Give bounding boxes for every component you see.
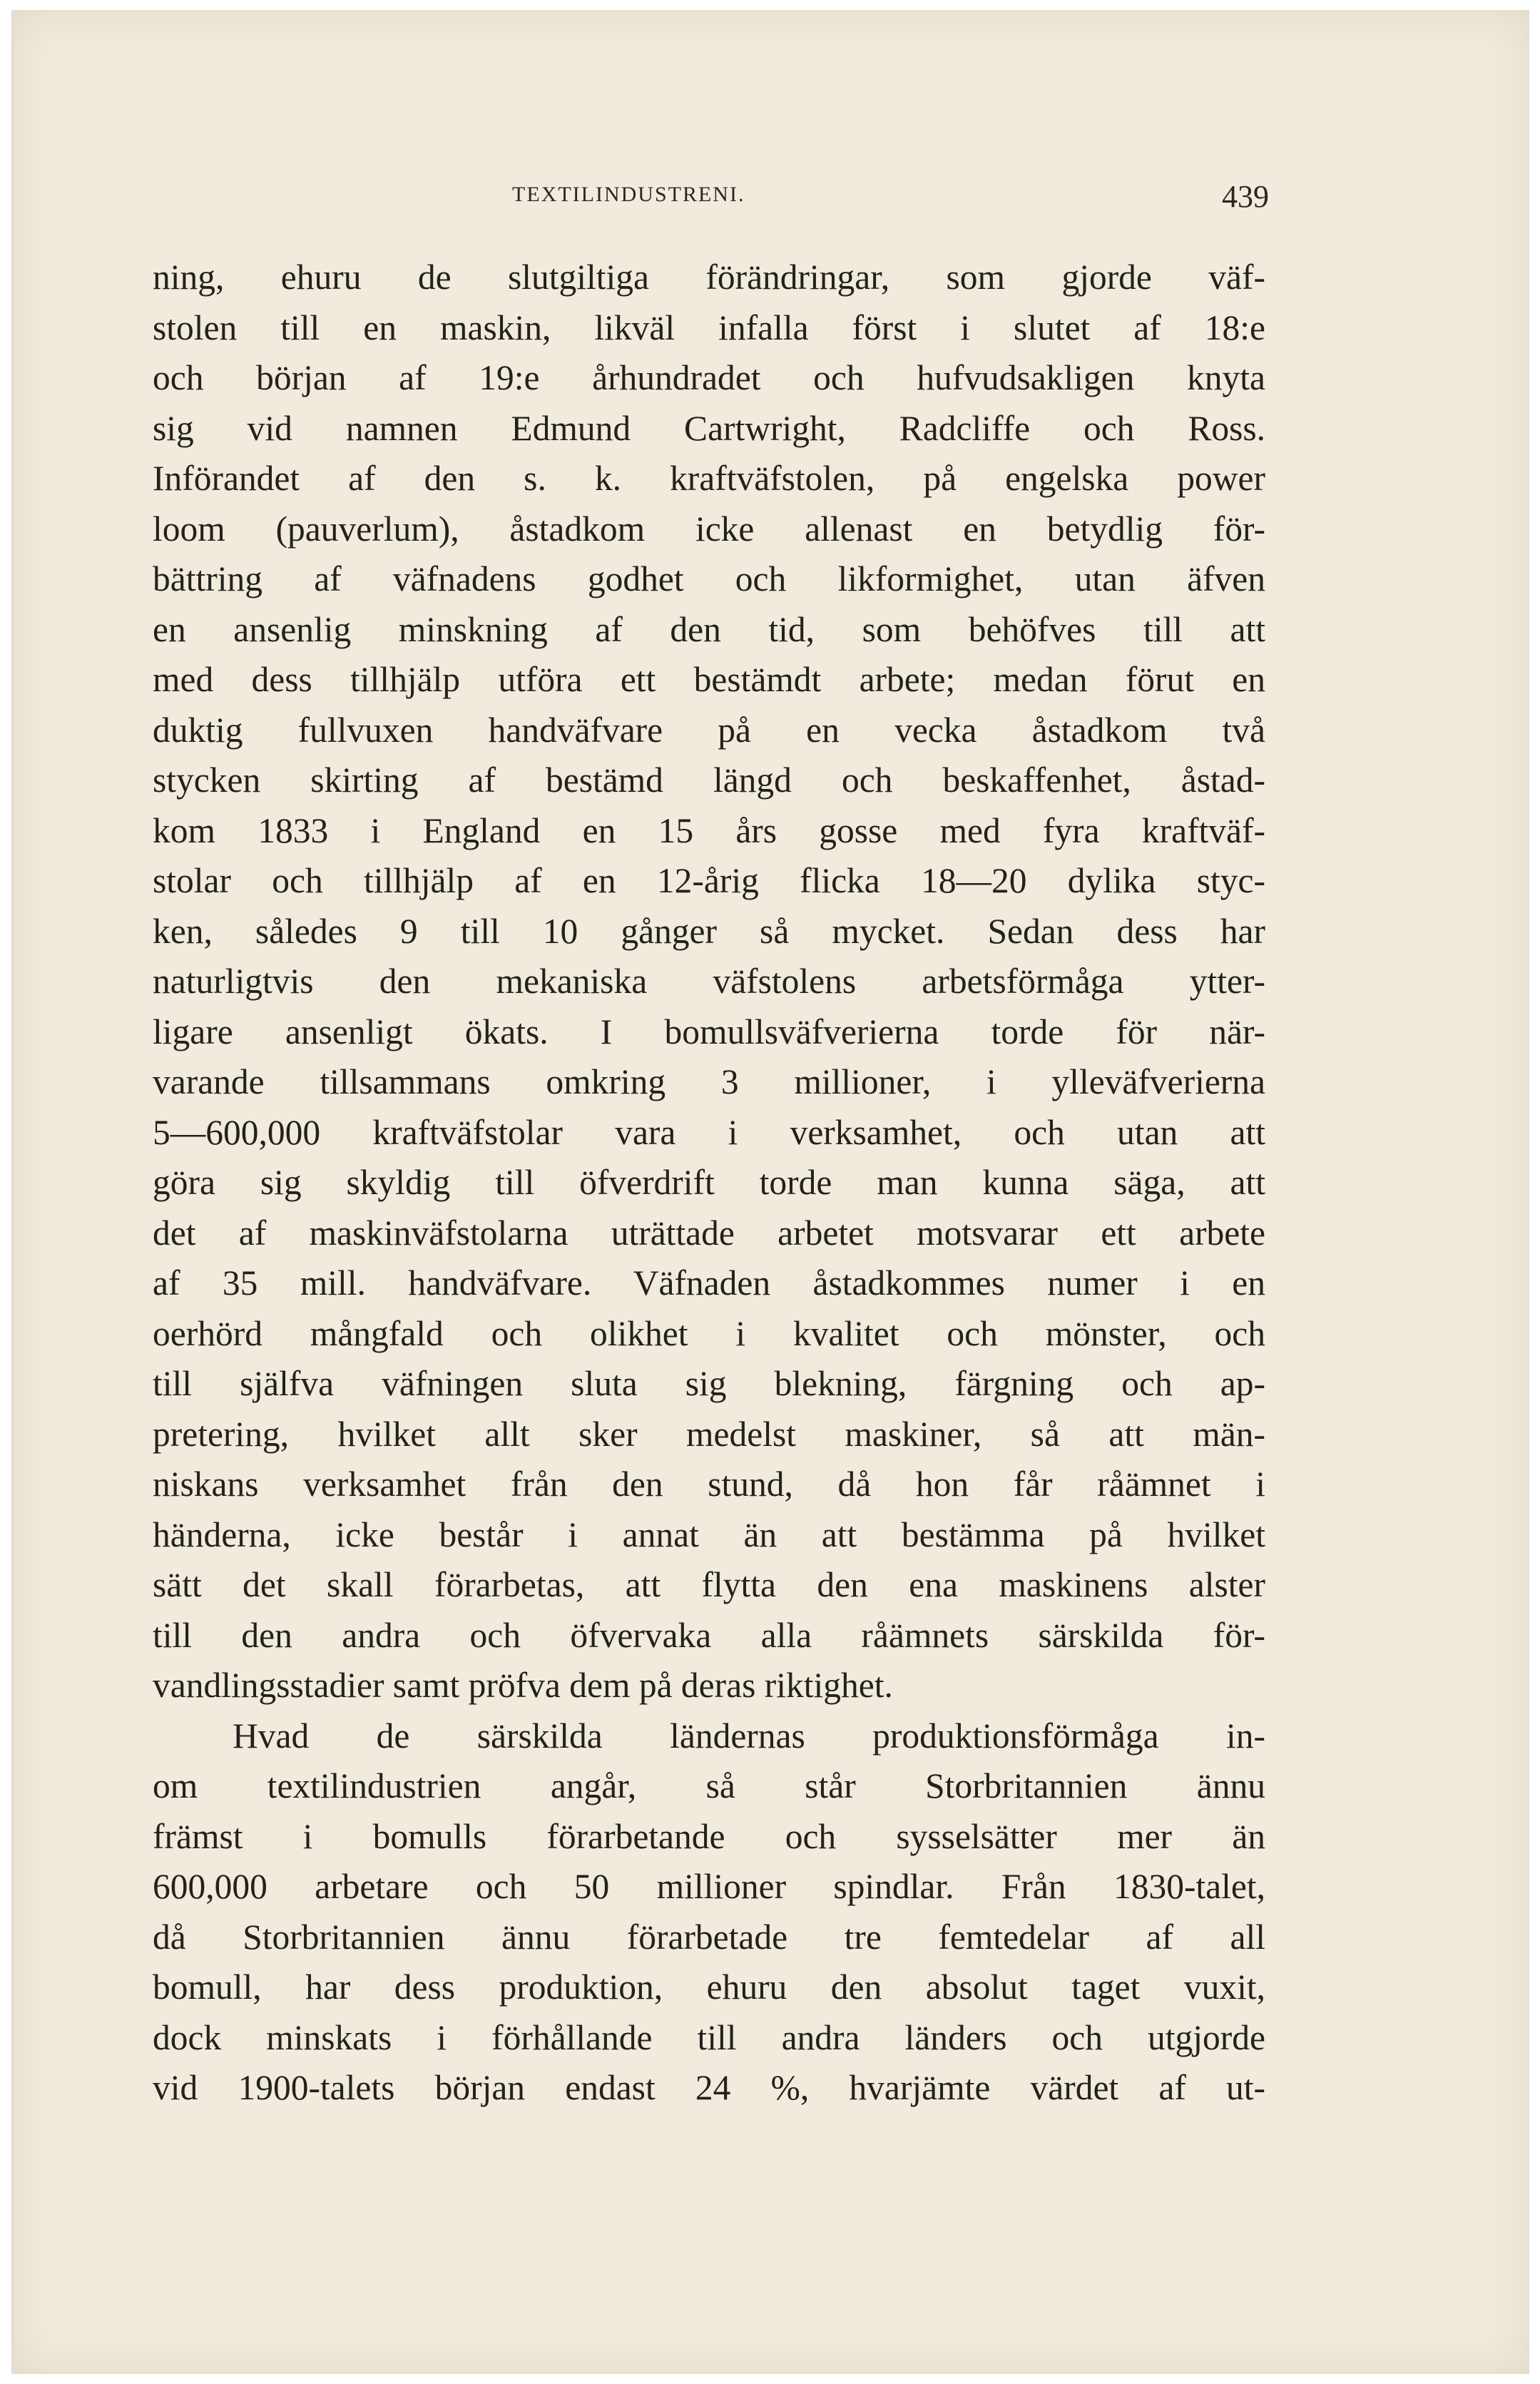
text-line: duktig fullvuxen handväfvare på en vecka åstadkom två: [153, 710, 1265, 750]
text-line: om textilindustrien angår, så står Storbritannien ännu: [153, 1766, 1265, 1805]
text-line: sätt det skall förarbetas, att flytta den ena maskinens alster: [153, 1565, 1265, 1604]
text-line: med dess tillhjälp utföra ett bestämdt arbete; medan förut en: [153, 660, 1265, 699]
text-line: ligare ansenligt ökats. I bomullsväfverierna torde för när-: [153, 1012, 1265, 1051]
text-line: bättring af väfnadens godhet och likformighet, utan äfven: [153, 559, 1265, 598]
text-line: oerhörd mångfald och olikhet i kvalitet och mönster, och: [153, 1313, 1265, 1353]
paragraph-first-line: Hvad de särskilda ländernas produktionsförmåga in-: [233, 1716, 1265, 1756]
text-line: dock minskats i förhållande till andra länders och utgjorde: [153, 2017, 1265, 2057]
text-line: ken, således 9 till 10 gånger så mycket. Sedan dess har: [153, 911, 1265, 951]
text-line: stolen till en maskin, likväl infalla först i slutet af 18:e: [153, 307, 1265, 347]
text-line: det af maskinväfstolarna uträttade arbetet motsvarar ett arbete: [153, 1213, 1265, 1253]
text-line: varande tillsammans omkring 3 millioner, i ylleväfverierna: [153, 1062, 1265, 1101]
text-line: göra sig skyldig till öfverdrift torde man kunna säga, att: [153, 1163, 1265, 1202]
text-line: af 35 mill. handväfvare. Väfnaden åstadkommes numer i en: [153, 1263, 1265, 1303]
paragraph-last-line: vandlingsstadier samt pröfva dem på deras riktighet.: [153, 1666, 893, 1705]
running-title: TEXTILINDUSTRENI.: [512, 183, 745, 206]
body-text: [153, 253, 1265, 2114]
text-line: då Storbritannien ännu förarbetade tre femtedelar af all: [153, 1917, 1265, 1957]
text-line: stycken skirting af bestämd längd och beskaffenhet, åstad-: [153, 760, 1265, 800]
page-number: 439: [1222, 179, 1269, 214]
text-line: pretering, hvilket allt sker medelst maskiner, så att män-: [153, 1414, 1265, 1454]
text-line: ning, ehuru de slutgiltiga förändringar, som gjorde väf-: [153, 258, 1265, 297]
text-line: kom 1833 i England en 15 års gosse med fyra kraftväf-: [153, 810, 1265, 850]
text-line: naturligtvis den mekaniska väfstolens arbetsförmåga ytter-: [153, 962, 1265, 1001]
text-line: Införandet af den s. k. kraftväfstolen, på engelska power: [153, 459, 1265, 498]
text-line: 5—600,000 kraftväfstolar vara i verksamhet, och utan att: [153, 1112, 1265, 1152]
book-page: [11, 10, 1529, 2374]
text-line: till den andra och öfvervaka alla råämnets särskilda för-: [153, 1615, 1265, 1655]
text-line: och början af 19:e århundradet och hufvudsakligen knyta: [153, 358, 1265, 397]
text-line: 600,000 arbetare och 50 millioner spindlar. Från 1830-talet,: [153, 1867, 1265, 1906]
text-line: främst i bomulls förarbetande och sysselsätter mer än: [153, 1816, 1265, 1856]
text-line: händerna, icke består i annat än att bestämma på hvilket: [153, 1514, 1265, 1554]
text-line: loom (pauverlum), åstadkom icke allenast en betydlig för-: [153, 509, 1265, 549]
text-line: till själfva väfningen sluta sig blekning, färgning och ap-: [153, 1364, 1265, 1403]
text-line: stolar och tillhjälp af en 12-årig flicka 18—20 dylika styc-: [153, 861, 1265, 900]
text-line: sig vid namnen Edmund Cartwright, Radcliffe och Ross.: [153, 408, 1265, 448]
text-line: en ansenlig minskning af den tid, som behöfves till att: [153, 609, 1265, 649]
text-line: niskans verksamhet från den stund, då hon får råämnet i: [153, 1464, 1265, 1504]
text-line: vid 1900-talets början endast 24 %, hvarjämte värdet af ut-: [153, 2068, 1265, 2107]
text-line: bomull, har dess produktion, ehuru den absolut taget vuxit,: [153, 1967, 1265, 2007]
